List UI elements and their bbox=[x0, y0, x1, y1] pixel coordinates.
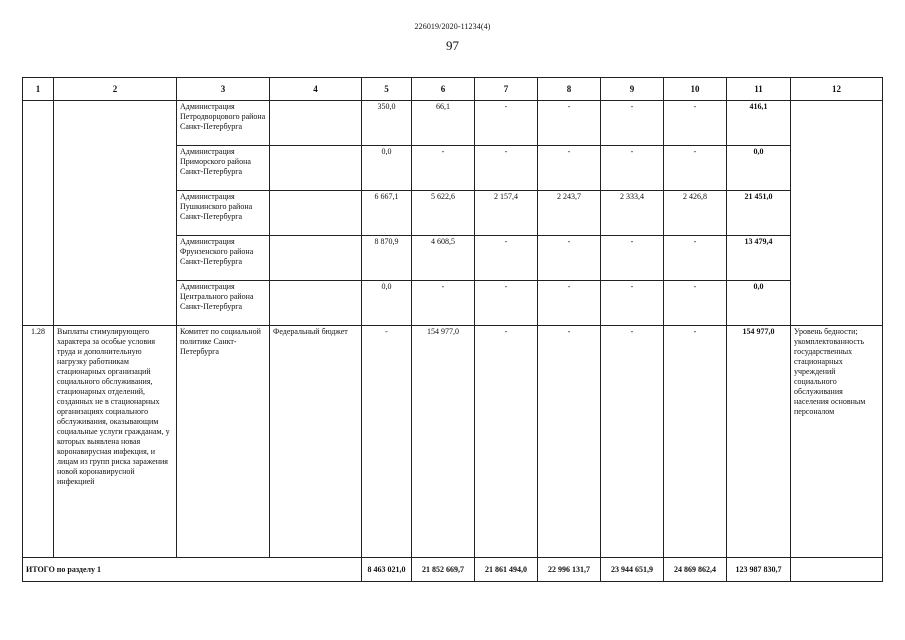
value-cell: 2 243,7 bbox=[538, 191, 601, 236]
source-cell bbox=[270, 191, 362, 236]
value-cell: - bbox=[664, 281, 727, 326]
value-cell: - bbox=[475, 146, 538, 191]
row-number-cell: 1.28 bbox=[23, 326, 54, 558]
executor-cell: Администрация Приморского района Санкт-Петербурга bbox=[177, 146, 270, 191]
value-cell: 2 333,4 bbox=[601, 191, 664, 236]
document-code: 226019/2020-11234(4) bbox=[414, 22, 491, 31]
total-cell: 0,0 bbox=[727, 281, 791, 326]
value-cell: - bbox=[412, 281, 475, 326]
empty-indicator-cell bbox=[791, 101, 883, 326]
value-cell: - bbox=[538, 281, 601, 326]
table-row bbox=[23, 326, 883, 558]
column-header: 3 bbox=[177, 78, 270, 101]
column-header: 9 bbox=[601, 78, 664, 101]
column-header: 10 bbox=[664, 78, 727, 101]
page-number: 97 bbox=[446, 38, 459, 53]
column-header: 5 bbox=[362, 78, 412, 101]
column-number-row bbox=[23, 78, 883, 101]
total-label: ИТОГО по разделу 1 bbox=[23, 558, 362, 582]
total-value-cell: 22 996 131,7 bbox=[538, 558, 601, 582]
value-cell: 350,0 bbox=[362, 101, 412, 146]
total-value-cell: 24 869 862,4 bbox=[664, 558, 727, 582]
column-header: 2 bbox=[54, 78, 177, 101]
indicator-cell: Уровень бедности; укомплектованность государственных стационарных учреждений социального обслуживания населения основным персоналом bbox=[791, 326, 883, 558]
value-cell: - bbox=[538, 326, 601, 558]
source-cell bbox=[270, 101, 362, 146]
total-cell: 13 479,4 bbox=[727, 236, 791, 281]
value-cell: - bbox=[475, 281, 538, 326]
empty-indicator-cell bbox=[791, 558, 883, 582]
value-cell: 0,0 bbox=[362, 281, 412, 326]
total-value-cell: 21 852 669,7 bbox=[412, 558, 475, 582]
grand-total-cell: 123 987 830,7 bbox=[727, 558, 791, 582]
value-cell: - bbox=[601, 101, 664, 146]
source-cell bbox=[270, 236, 362, 281]
column-header: 6 bbox=[412, 78, 475, 101]
value-cell: 8 870,9 bbox=[362, 236, 412, 281]
executor-cell: Администрация Петродворцового района Санкт-Петербурга bbox=[177, 101, 270, 146]
value-cell: - bbox=[664, 146, 727, 191]
value-cell: - bbox=[664, 326, 727, 558]
value-cell: - bbox=[412, 146, 475, 191]
value-cell: 0,0 bbox=[362, 146, 412, 191]
value-cell: - bbox=[601, 281, 664, 326]
total-cell: 0,0 bbox=[727, 146, 791, 191]
budget-table bbox=[22, 77, 883, 582]
column-header: 11 bbox=[727, 78, 791, 101]
source-cell bbox=[270, 146, 362, 191]
value-cell: 4 608,5 bbox=[412, 236, 475, 281]
value-cell: 2 157,4 bbox=[475, 191, 538, 236]
description-cell: Выплаты стимулирующего характера за особые условия труда и дополнительную нагрузку работникам стационарных организаций социального обслуживания, стационарных отделений, созданных не в стационарных организациях социального обслуживания, оказывающим социальные услуги гражданам, у которых выявлена новая коронавирусная инфекция, и лицам из групп риска заражения новой коронавирусной инфекцией bbox=[54, 326, 177, 558]
total-value-cell: 8 463 021,0 bbox=[362, 558, 412, 582]
value-cell: - bbox=[538, 146, 601, 191]
value-cell: - bbox=[475, 326, 538, 558]
value-cell: - bbox=[601, 236, 664, 281]
value-cell: - bbox=[538, 101, 601, 146]
source-cell: Федеральный бюджет bbox=[270, 326, 362, 558]
empty-number-cell bbox=[23, 101, 54, 326]
total-cell: 21 451,0 bbox=[727, 191, 791, 236]
value-cell: 2 426,8 bbox=[664, 191, 727, 236]
value-cell: - bbox=[362, 326, 412, 558]
value-cell: - bbox=[664, 236, 727, 281]
column-header: 12 bbox=[791, 78, 883, 101]
value-cell: 154 977,0 bbox=[412, 326, 475, 558]
total-value-cell: 21 861 494,0 bbox=[475, 558, 538, 582]
table-row bbox=[23, 101, 883, 146]
column-header: 1 bbox=[23, 78, 54, 101]
total-cell: 416,1 bbox=[727, 101, 791, 146]
empty-description-cell bbox=[54, 101, 177, 326]
column-header: 4 bbox=[270, 78, 362, 101]
column-header: 7 bbox=[475, 78, 538, 101]
source-cell bbox=[270, 281, 362, 326]
executor-cell: Администрация Фрунзенского района Санкт-Петербурга bbox=[177, 236, 270, 281]
executor-cell: Комитет по социальной политике Санкт-Петербурга bbox=[177, 326, 270, 558]
section-total-row bbox=[23, 558, 883, 582]
total-value-cell: 23 944 651,9 bbox=[601, 558, 664, 582]
value-cell: - bbox=[601, 146, 664, 191]
total-cell: 154 977,0 bbox=[727, 326, 791, 558]
value-cell: 5 622,6 bbox=[412, 191, 475, 236]
value-cell: - bbox=[538, 236, 601, 281]
value-cell: 66,1 bbox=[412, 101, 475, 146]
value-cell: 6 667,1 bbox=[362, 191, 412, 236]
value-cell: - bbox=[601, 326, 664, 558]
column-header: 8 bbox=[538, 78, 601, 101]
value-cell: - bbox=[475, 236, 538, 281]
executor-cell: Администрация Центрального района Санкт-Петербурга bbox=[177, 281, 270, 326]
executor-cell: Администрация Пушкинского района Санкт-Петербурга bbox=[177, 191, 270, 236]
value-cell: - bbox=[475, 101, 538, 146]
value-cell: - bbox=[664, 101, 727, 146]
